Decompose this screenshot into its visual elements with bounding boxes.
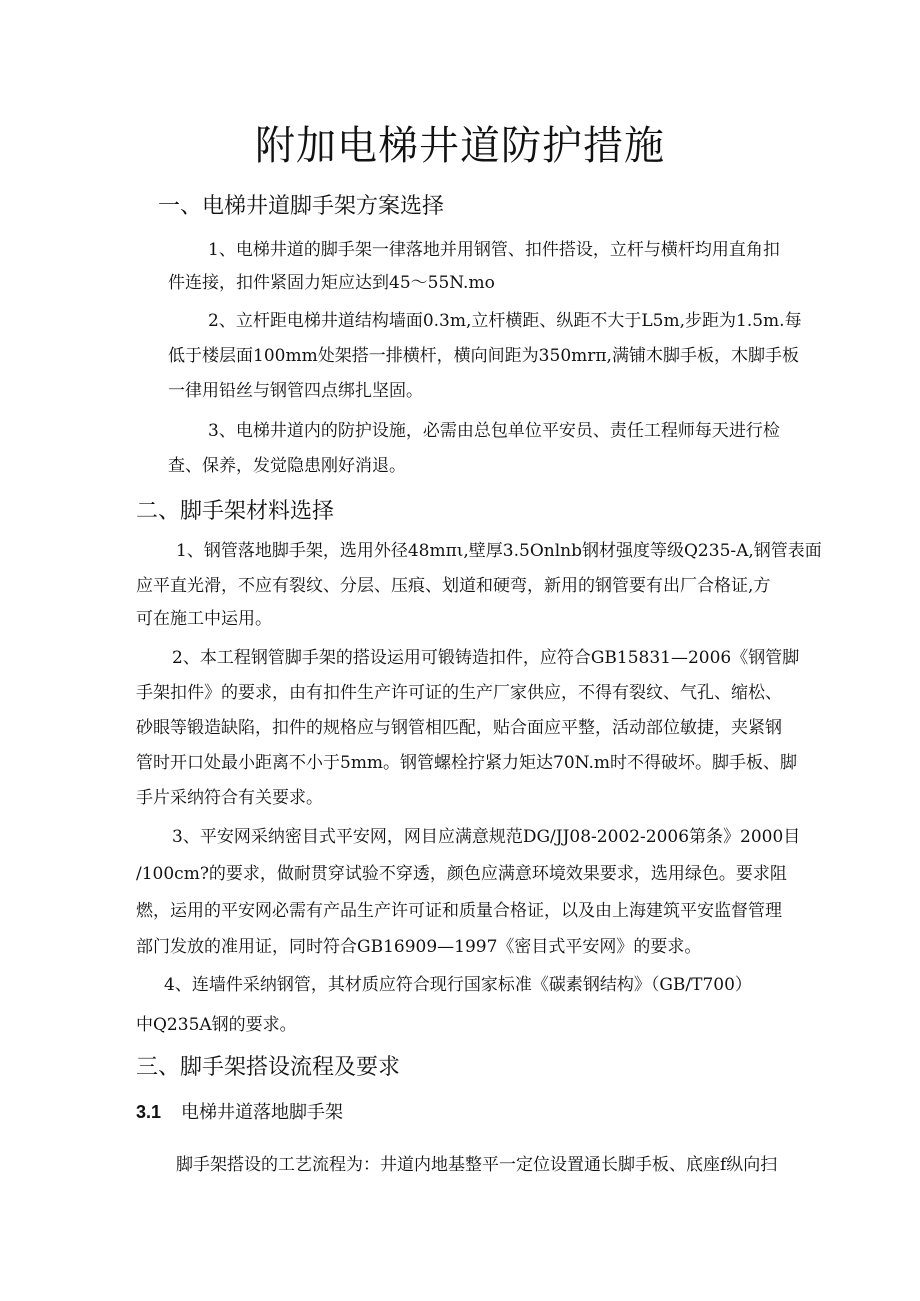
section-2-line-9: 3、平安网采纳密目式平安网，网目应满意规范DG/JJ08-2002-2006第条》2000目 [172, 827, 801, 847]
section-2-line-4: 2、本工程钢管脚手架的搭设运用可锻铸造扣件，应符合GB15831—2006《钢管脚 [172, 648, 800, 668]
section-2-line-12: 部门发放的准用证，同时符合GB16909—1997《密目式平安网》的要求。 [136, 937, 702, 957]
section-1-line-4: 低于楼层面100mm处架搭一排横杆，横向间距为350mrπ,满铺木脚手板，木脚手板 [168, 346, 799, 366]
section-1-line-3: 2、立杆距电梯井道结构墙面0.3m,立杆横距、纵距不大于L5m,步距为1.5m.每 [208, 311, 802, 331]
section-3-heading: 三、脚手架搭设流程及要求 [136, 1055, 401, 1080]
subsection-3-1-heading [136, 1098, 343, 1127]
section-3-line-1: 脚手架搭设的工艺流程为：井道内地基整平一定位设置通长脚手板、底座f纵向扫 [176, 1155, 778, 1175]
subsection-number: 3.1 [136, 1102, 162, 1122]
subsection-title: 电梯井道落地脚手架 [181, 1102, 344, 1123]
section-2-line-10: /100cm?的要求，做耐贯穿试验不穿透，颜色应满意环境效果要求，选用绿色。要求阻 [136, 864, 787, 884]
section-2-line-5: 手架扣件》的要求，由有扣件生产许可证的生产厂家供应，不得有裂纹、气孔、缩松、 [136, 683, 782, 703]
section-2-line-13: 4、连墙件采纳钢管，其材质应符合现行国家标准《碳素钢结构》（GB/T700） [164, 975, 752, 995]
section-1-line-1: 1、电梯井道的脚手架一律落地并用钢管、扣件搭设，立杆与横杆均用直角扣 [208, 240, 780, 260]
section-2-line-1: 1、钢管落地脚手架，选用外径48mπι,壁厚3.5Onlnb钢材强度等级Q235-A,钢管表面 [176, 541, 822, 561]
section-1-heading: 一、电梯井道脚手架方案选择 [158, 194, 445, 219]
section-2-line-7: 管时开口处最小距离不小于5mm。钢管螺栓拧紧力矩达70N.m时不得破坏。脚手板、脚 [136, 753, 797, 773]
section-2-line-11: 燃，运用的平安网必需有产品生产许可证和质量合格证，以及由上海建筑平安监督管理 [136, 901, 782, 921]
section-1-line-5: 一律用铅丝与钢管四点绑扎坚固。 [168, 381, 423, 401]
section-2-heading: 二、脚手架材料选择 [136, 499, 335, 524]
section-2-line-8: 手片采纳符合有关要求。 [136, 788, 323, 808]
section-1-line-7: 查、保养，发觉隐患刚好消退。 [168, 456, 406, 476]
section-2-line-2: 应平直光滑，不应有裂纹、分层、压痕、划道和硬弯，新用的钢管要有出厂合格证,方 [136, 576, 771, 596]
document-title: 附加电梯井道防护措施 [255, 123, 665, 169]
section-1-line-2: 件连接，扣件紧固力矩应达到45～55N.mo [168, 273, 495, 293]
section-1-line-6: 3、电梯井道内的防护设施，必需由总包单位平安员、责任工程师每天进行检 [208, 421, 780, 441]
section-2-line-3: 可在施工中运用。 [136, 609, 272, 629]
section-2-line-14: 中Q235A钢的要求。 [136, 1015, 297, 1035]
section-2-line-6: 砂眼等锻造缺陷，扣件的规格应与钢管相匹配，贴合面应平整，活动部位敏捷，夹紧钢 [136, 718, 782, 738]
